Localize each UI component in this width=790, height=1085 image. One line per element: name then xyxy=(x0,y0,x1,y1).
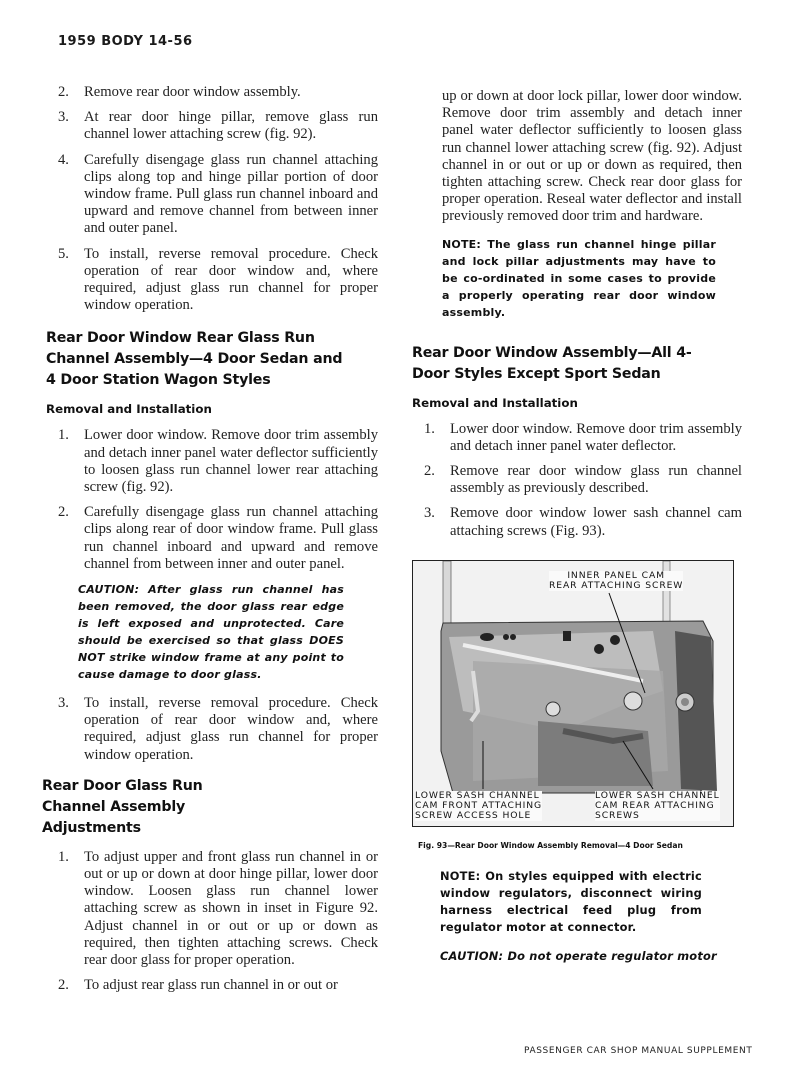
step-item xyxy=(46,695,378,764)
lock-pillar-shadow xyxy=(675,631,717,791)
step-item xyxy=(46,977,378,994)
step-number: 1. xyxy=(58,427,69,444)
door-photo-illustration xyxy=(413,561,733,826)
regulator-part xyxy=(624,692,642,710)
step-number: 2. xyxy=(58,504,69,521)
step-item xyxy=(46,109,378,143)
panel-hole xyxy=(563,631,571,641)
step-number: 3. xyxy=(58,695,69,712)
step-number: 3. xyxy=(58,109,69,126)
step-text: Remove rear door window assembly. xyxy=(84,84,301,100)
step-text: At rear door hinge pillar, remove glass run channel lower attaching screw (fig. 92). xyxy=(84,109,378,143)
label-rear-attaching-screws: LOWER SASH CHANNEL CAM REAR ATTACHING SCREWS xyxy=(595,789,720,822)
step-item xyxy=(46,152,378,238)
step-item xyxy=(412,463,742,497)
subheading-removal-installation: Removal and Installation xyxy=(412,395,578,410)
panel-hole xyxy=(503,634,509,640)
running-head: 1959 BODY 14-56 xyxy=(58,34,193,49)
section-heading-rear-glass-run-channel: Rear Door Window Rear Glass Run Channel Assembly—4 Door Sedan and 4 Door Station Wagon Styles xyxy=(46,330,343,389)
step-text: To adjust upper and front glass run channel in or out or up or down at door hinge pillar, lower door window. Loosen glass run channel lower attaching screw as shown in inset in Figure 92. Adjust channel in or out or up or down as required, then tighten attaching screws. Check rear door glass for proper operation. xyxy=(84,848,378,969)
step-item xyxy=(46,849,378,969)
step-item xyxy=(412,505,742,539)
step-item xyxy=(46,246,378,315)
panel-hole xyxy=(480,633,494,641)
note-electric-regulators: NOTE: On styles equipped with electric window regulators, disconnect wiring harness electrical feed plug from regulator motor at connector. xyxy=(440,868,702,934)
step-number: 2. xyxy=(424,463,435,480)
access-opening xyxy=(538,721,653,786)
intro-steps xyxy=(46,84,378,314)
step-number: 1. xyxy=(424,420,435,437)
subheading-removal-installation: Removal and Installation xyxy=(46,402,212,417)
caution-regulator-motor: CAUTION: Do not operate regulator motor xyxy=(440,948,717,963)
panel-hole xyxy=(594,644,604,654)
step-number: 3. xyxy=(424,505,435,522)
step-number: 4. xyxy=(58,151,69,168)
page-footer: PASSENGER CAR SHOP MANUAL SUPPLEMENT xyxy=(524,1046,753,1056)
left-column xyxy=(42,84,378,1003)
step-text: Lower door window. Remove door trim assembly and detach inner panel water deflector sufficiently to loosen glass run channel lower rear attaching screw (fig. 92). xyxy=(84,427,378,496)
section-heading-adjustments: Rear Door Glass Run Channel Assembly Adjustments xyxy=(42,777,203,836)
label-inner-panel-cam: INNER PANEL CAM REAR ATTACHING SCREW xyxy=(549,569,684,592)
panel-bolt xyxy=(681,698,689,706)
label-front-attaching-access-hole: LOWER SASH CHANNEL CAM FRONT ATTACHING SCREW ACCESS HOLE xyxy=(415,789,543,822)
note-pillar-adjustments: NOTE: The glass run channel hinge pillar and lock pillar adjustments may have to be co-ordinated in some cases to provide a properly operating rear door window assembly. xyxy=(442,237,716,319)
step-text: To adjust rear glass run channel in or out or xyxy=(84,977,338,994)
step-text: Remove rear door window glass run channel assembly as previously described. xyxy=(450,463,742,497)
panel-hole xyxy=(510,634,516,640)
step-text: Carefully disengage glass run channel attaching clips along top and hinge pillar portion of door window frame. Pull glass run channel inboard and upward and remove channel from between inner and outer panel. xyxy=(84,151,378,237)
step-text: Carefully disengage glass run channel attaching clips along rear of door window frame. Pull glass run channel inboard and upward and remove channel from between inner and outer panel. xyxy=(84,504,378,572)
section-heading-window-assembly: Rear Door Window Assembly—All 4-Door Styles Except Sport Sedan xyxy=(412,344,692,382)
step-text: To install, reverse removal procedure. Check operation of rear door window and, where required, adjust glass run channel for proper window operation. xyxy=(84,695,378,763)
step-text: Remove door window lower sash channel cam attaching screws (Fig. 93). xyxy=(450,505,742,539)
step-number: 5. xyxy=(58,245,69,262)
panel-hole xyxy=(610,635,620,645)
figure-caption: Fig. 93—Rear Door Window Assembly Removal—4 Door Sedan xyxy=(418,840,683,850)
caution-note: CAUTION: After glass run channel has been removed, the door glass rear edge is left exposed and unprotected. Care should be exercised so that glass DOES NOT strike window frame at any point to cause damage to door glass. xyxy=(78,583,344,682)
step-text: To install, reverse removal procedure. Check operation of rear door window and, where required, adjust glass run channel for proper window operation. xyxy=(84,245,378,314)
step-number: 1. xyxy=(58,848,69,865)
step-item xyxy=(412,421,742,455)
step-item xyxy=(46,504,378,573)
step-text: Lower door window. Remove door trim assembly and detach inner panel water deflector. xyxy=(450,420,742,454)
continuation-paragraph: up or down at door lock pillar, lower door window. Remove door trim assembly and detach inner panel water deflector sufficiently to loosen glass run channel lower attaching screw (fig. 92). Adjust channel in or out or up or down as required, then tighten attaching screw. Check rear door glass for proper operation. Reseal water deflector and install previously removed door trim and hardware. xyxy=(442,88,742,225)
step-number: 2. xyxy=(58,977,69,994)
step-item xyxy=(46,427,378,496)
right-column xyxy=(412,88,742,977)
regulator-part xyxy=(546,702,560,716)
figure-93-door-photo xyxy=(412,560,734,827)
step-item xyxy=(46,84,378,101)
step-number: 2. xyxy=(58,84,69,100)
